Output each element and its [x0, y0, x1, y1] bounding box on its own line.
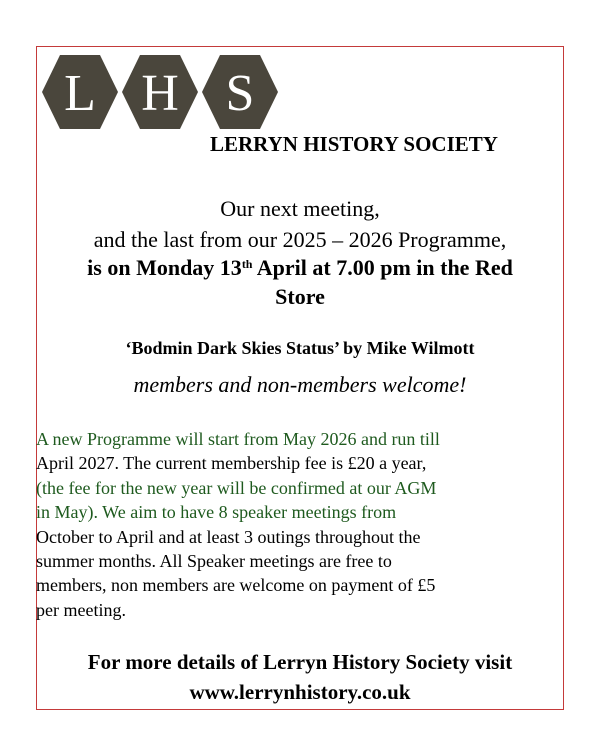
info-line: per meeting. — [36, 599, 126, 620]
details-text: For more details of Lerryn History Society visit — [87, 650, 513, 674]
announcement-line-4: Store — [275, 284, 325, 309]
info-line: A new Programme will start from May 2026 and run till — [36, 429, 440, 449]
logo-letter-s: S — [225, 65, 255, 122]
info-line: summer months. All Speaker meetings are free to — [36, 551, 392, 572]
hexagon-l — [42, 55, 118, 129]
hexagon-h — [122, 55, 198, 129]
welcome-text: members and non-members welcome! — [133, 372, 467, 397]
date-prefix: is on Monday 13 — [87, 255, 242, 280]
lhs-logo — [40, 52, 280, 132]
time-venue: April at 7.00 pm in the Red — [252, 255, 513, 280]
society-title: LERRYN HISTORY SOCIETY — [210, 132, 498, 156]
announcement-line-1: Our next meeting, — [220, 196, 380, 221]
programme-info — [36, 427, 560, 622]
announcement-line-2: and the last from our 2025 – 2026 Programme, — [93, 227, 507, 252]
info-line: members, non members are welcome on payment of £5 — [36, 575, 436, 596]
info-line: (the fee for the new year will be confirmed at our AGM — [36, 477, 437, 498]
info-line: October to April and at least 3 outings throughout the — [36, 526, 421, 547]
date-suffix: th — [241, 257, 253, 271]
info-line: April 2027. The current membership fee is £20 a year, — [36, 453, 427, 474]
logo-letter-h: H — [141, 65, 179, 122]
announcement-line-3 — [40, 255, 560, 281]
website-link[interactable]: www.lerrynhistory.co.uk — [189, 680, 411, 704]
hexagon-s — [202, 55, 278, 129]
talk-title: ‘Bodmin Dark Skies Status’ by Mike Wilmott — [125, 338, 475, 358]
logo-letter-l: L — [64, 65, 96, 122]
info-line: in May). We aim to have 8 speaker meetings from — [36, 502, 397, 523]
